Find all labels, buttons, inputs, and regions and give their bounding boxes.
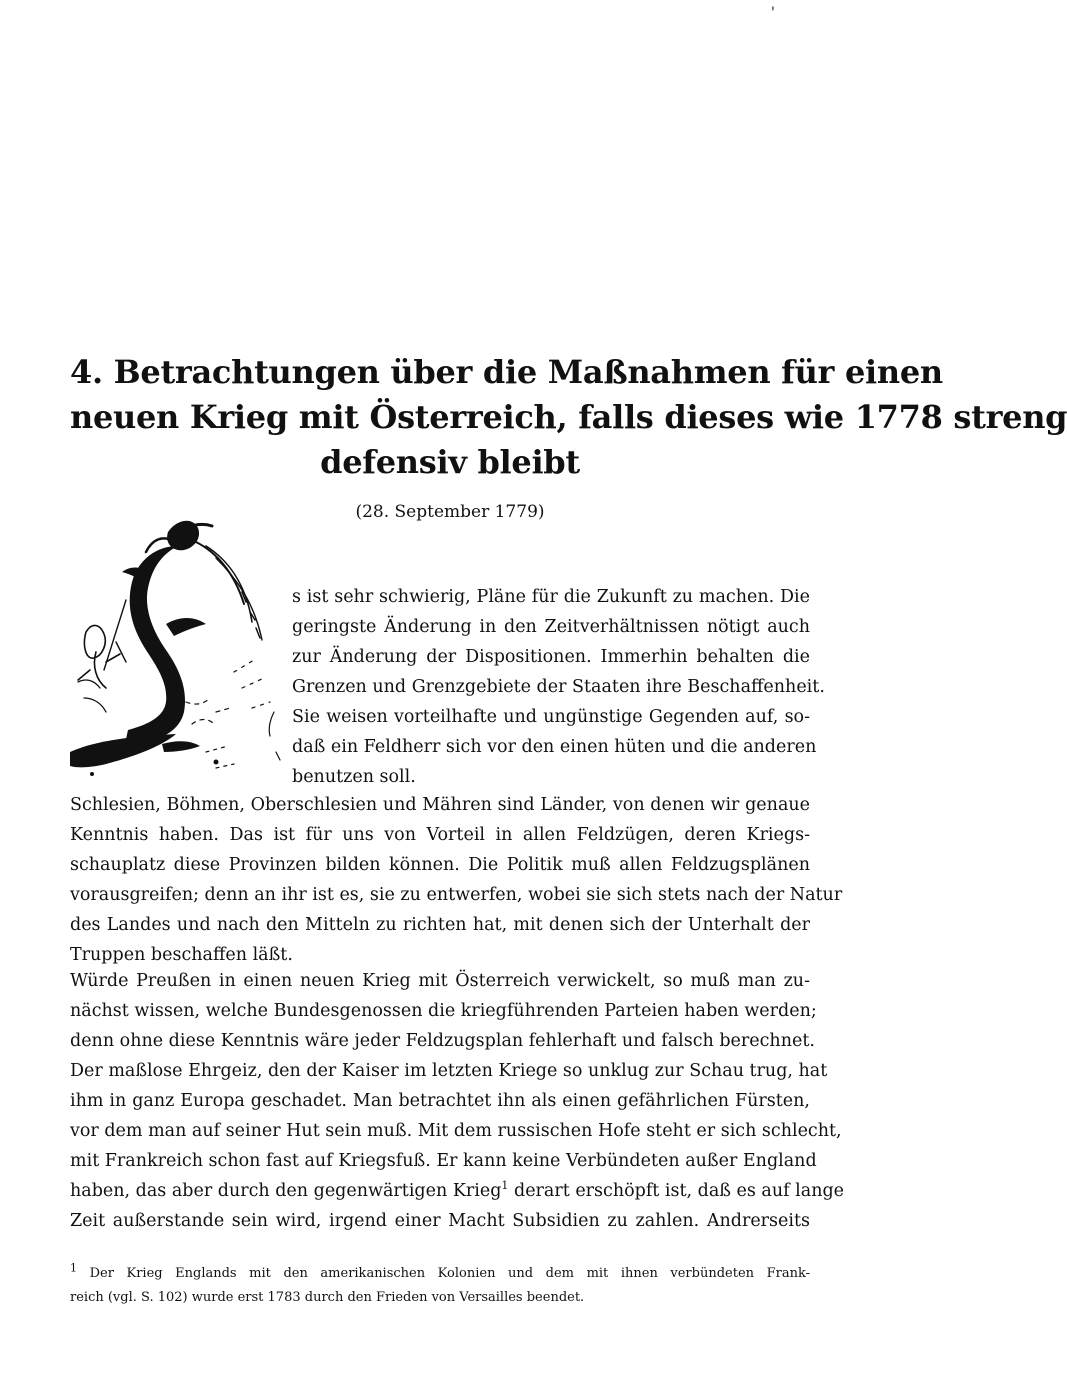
paragraph-line: nächst wissen, welche Bundesgenossen die kriegführenden Parteien haben werden;	[70, 1001, 817, 1021]
intro-line: daß ein Feldherr sich vor den einen hüten und die anderen	[292, 737, 817, 757]
body-paragraph-1	[70, 790, 843, 970]
chapter-heading	[70, 350, 1067, 485]
intro-line: s ist sehr schwierig, Pläne für die Zukunft zu machen. Die	[292, 587, 810, 607]
paragraph-line-with-footnote	[70, 1176, 845, 1206]
paragraph-line: Schlesien, Böhmen, Oberschlesien und Mähren sind Länder, von denen wir genaue	[70, 795, 810, 815]
footnote-line	[70, 1262, 810, 1286]
intro-line: geringste Änderung in den Zeitverhältnissen nötigt auch	[292, 617, 810, 637]
paragraph-line: schauplatz diese Provinzen bilden können. Die Politik muß allen Feldzugsplänen	[70, 855, 810, 875]
paragraph-line: ihm in ganz Europa geschadet. Man betrachtet ihn als einen gefährlichen Fürsten,	[70, 1091, 810, 1111]
page-mark: '	[771, 5, 775, 21]
heading-line-2: neuen Krieg mit Österreich, falls dieses wie 1778 streng	[70, 398, 1067, 436]
footnote-line: reich (vgl. S. 102) wurde erst 1783 durch den Frieden von Versailles beendet.	[70, 1290, 585, 1305]
paragraph-line: Würde Preußen in einen neuen Krieg mit Österreich verwickelt, so muß man zu-	[70, 971, 810, 991]
intro-line: Sie weisen vorteilhafte und ungünstige Gegenden auf, so-	[292, 707, 810, 727]
heading-line-1: 4. Betrachtungen über die Maßnahmen für einen	[70, 353, 943, 391]
paragraph-line: Der maßlose Ehrgeiz, den der Kaiser im letzten Kriege so unklug zur Schau trug, hat	[70, 1061, 828, 1081]
paragraph-line: Zeit außerstande sein wird, irgend einer Macht Subsidien zu zahlen. Andrerseits	[70, 1211, 810, 1231]
paragraph-line: Truppen beschaffen läßt.	[70, 945, 293, 965]
footnote-text: Der Krieg Englands mit den amerikanischen Kolonien und dem mit ihnen verbündeten Frank-	[89, 1266, 810, 1281]
paragraph-line: des Landes und nach den Mitteln zu richten hat, mit denen sich der Unterhalt der	[70, 915, 810, 935]
intro-line: zur Änderung der Dispositionen. Immerhin behalten die	[292, 647, 810, 667]
paragraph-line: mit Frankreich schon fast auf Kriegsfuß. Er kann keine Verbündeten außer England	[70, 1151, 817, 1171]
footnote	[70, 1262, 810, 1310]
paragraph-line-part: derart erschöpft ist, daß es auf lange	[514, 1181, 845, 1201]
initial-e-tree-vignette-icon	[66, 512, 290, 784]
body-paragraph-2	[70, 966, 845, 1236]
intro-line: benutzen soll.	[292, 767, 416, 787]
intro-line: Grenzen und Grenzgebiete der Staaten ihre Beschaffenheit.	[292, 677, 825, 697]
paragraph-line: Kenntnis haben. Das ist für uns von Vorteil in allen Feldzügen, deren Kriegs-	[70, 825, 810, 845]
heading-line-3: defensiv bleibt	[320, 443, 580, 481]
paragraph-line: vorausgreifen; denn an ihr ist es, sie zu entwerfen, wobei sie sich stets nach der Natur	[70, 885, 843, 905]
chapter-date: (28. September 1779)	[355, 502, 545, 522]
paragraph-line: vor dem man auf seiner Hut sein muß. Mit dem russischen Hofe steht er sich schlecht,	[70, 1121, 842, 1141]
paragraph-line-part: haben, das aber durch den gegenwärtigen Krieg	[70, 1181, 502, 1201]
footnote-marker: 1	[70, 1261, 77, 1275]
intro-paragraph	[292, 582, 825, 792]
paragraph-line: denn ohne diese Kenntnis wäre jeder Feldzugsplan fehlerhaft und falsch berechnet.	[70, 1031, 815, 1051]
footnote-reference[interactable]: 1	[501, 1179, 509, 1193]
